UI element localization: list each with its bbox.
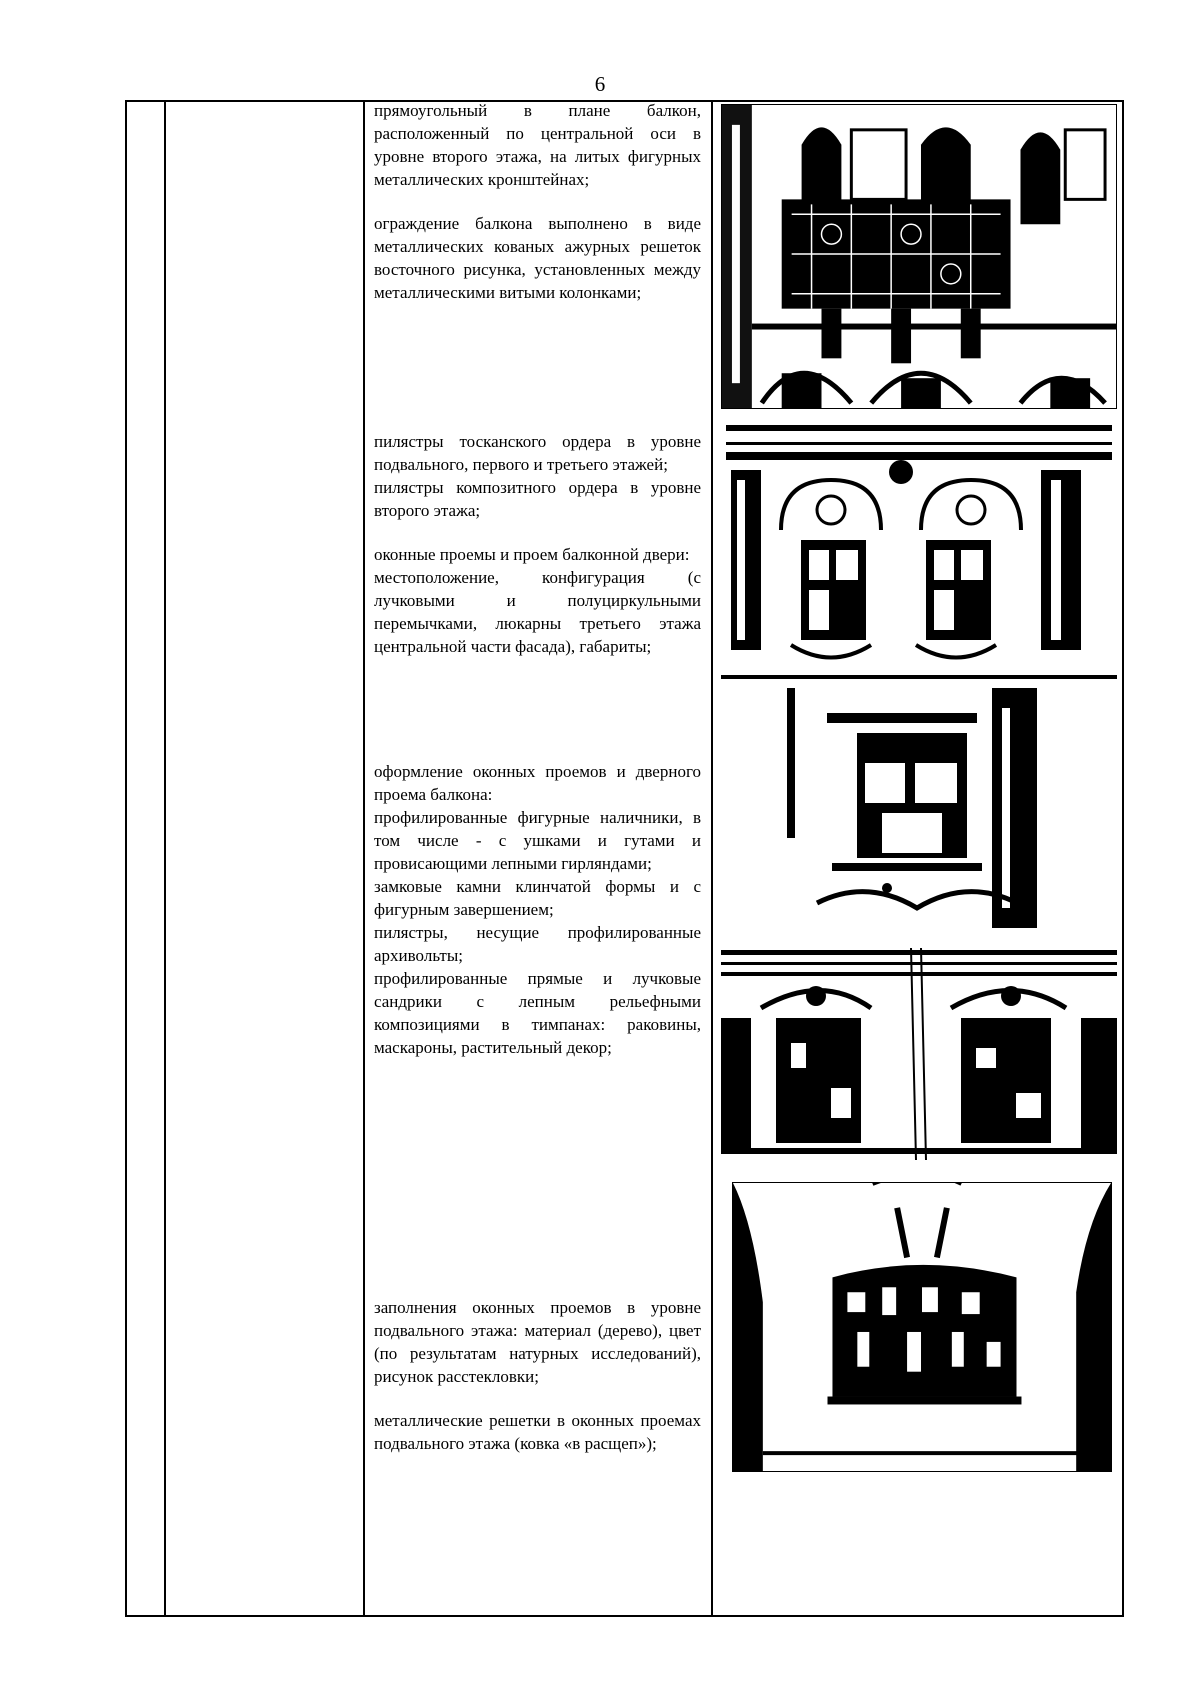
paragraph: ограждение балкона выполнено в виде металлических кованых ажурных решеток восточного рисунка, установленных между металлическими витыми колонками; [374, 214, 701, 302]
photo-balcony [721, 104, 1117, 409]
paragraph: местоположение, конфигурация (с лучковыми и полуциркульными перемычками, люкарны третьего этажа центральной части фасада), габариты; [374, 568, 701, 656]
text-block-pilasters [374, 430, 701, 658]
text-block-window-decor [374, 760, 701, 1059]
photo-basement-window [732, 1182, 1112, 1472]
paragraph: оконные проемы и проем балконной двери: [374, 545, 690, 564]
page-number: 6 [594, 72, 606, 96]
paragraph: профилированные прямые и лучковые сандрики с лепным рельефными композициями в тимпанах: раковины, маскароны, растительный декор; [374, 969, 701, 1057]
paragraph: пилястры, несущие профилированные архивольты; [374, 923, 701, 965]
photo-sandriks [721, 948, 1117, 1160]
table-frame [125, 100, 1124, 1617]
paragraph: заполнения оконных проемов в уровне подвального этажа: материал (дерево), цвет (по результатам натурных исследований), рисунок расстекловки; [374, 1298, 701, 1386]
column-divider-2 [363, 102, 365, 1615]
column-divider-3 [711, 102, 713, 1615]
paragraph: прямоугольный в плане балкон, расположенный по центральной оси в уровне второго этажа, на литых фигурных металлических кронштейнах; [374, 101, 701, 189]
column-divider-1 [164, 102, 166, 1615]
text-block-balcony [374, 99, 701, 304]
paragraph: профилированные фигурные наличники, в том числе - с ушками и гутами и провисающими лепными гирляндами; [374, 808, 701, 873]
paragraph: металлические решетки в оконных проемах подвального этажа (ковка «в расщеп»); [374, 1411, 701, 1453]
text-block-basement-windows [374, 1296, 701, 1455]
paragraph: пилястры композитного ордера в уровне второго этажа; [374, 478, 701, 520]
paragraph: замковые камни клинчатой формы и с фигурным завершением; [374, 877, 701, 919]
paragraph: пилястры тосканского ордера в уровне подвального, первого и третьего этажей; [374, 432, 701, 474]
paragraph: оформление оконных проемов и дверного проема балкона: [374, 762, 701, 804]
photo-pilasters-windows [721, 420, 1117, 690]
photo-window-surround [787, 688, 1037, 928]
